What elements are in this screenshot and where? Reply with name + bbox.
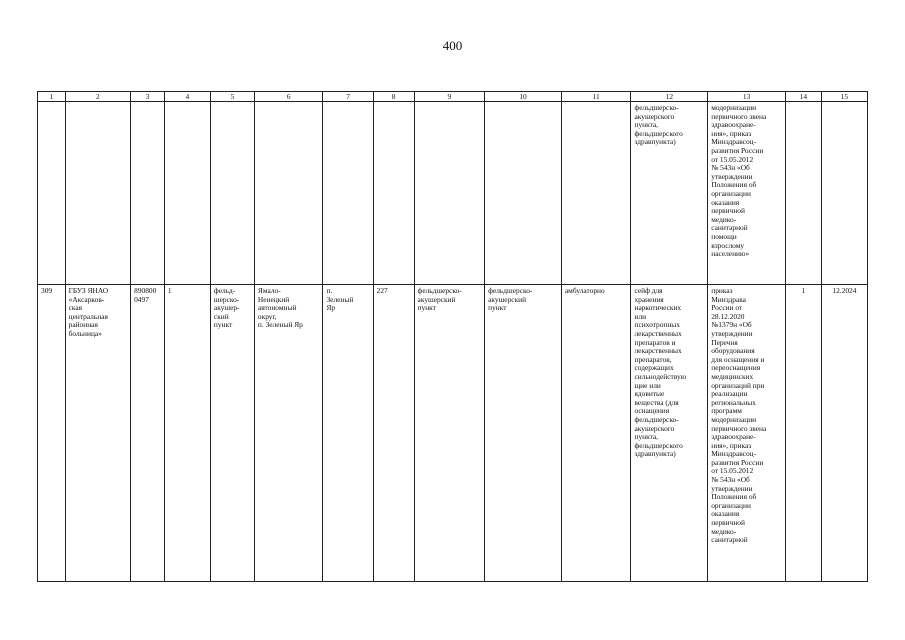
- column-header: 3: [131, 92, 165, 102]
- legal-basis-cell: приказ Минздрава России от 28.12.2020 №1379н «Об утверждении Перечня оборудования для оснащения и переоснащения медицинских организаций при реализации региональных программ модернизации первичного звена здравоохране- ния», приказ Минздравсоц- развития России от 15.05.2012 № 543н «Об утверждении Положения об организации оказания первичной медико- санитарной: [708, 285, 786, 582]
- care-form-cell: амбулаторно: [561, 285, 631, 582]
- column-header: 1: [38, 92, 66, 102]
- column-header: 7: [323, 92, 373, 102]
- table-cell: [164, 102, 210, 285]
- table-cell: [414, 102, 485, 285]
- equipment-cell: фельдшерско- акушерского пункта, фельдшерского здравпункта): [631, 102, 708, 285]
- organization-cell: ГБУЗ ЯНАО «Аксарков- ская центральная районная больница»: [65, 285, 130, 582]
- column-header: 11: [561, 92, 631, 102]
- column-header: 15: [821, 92, 867, 102]
- subdivision-cell: фельдшерско- акушерский пункт: [485, 285, 562, 582]
- table-row-309: [38, 285, 868, 582]
- table-cell: [373, 102, 414, 285]
- unit-type-cell: фельд- шерско- акушер- ский пункт: [210, 285, 254, 582]
- column-header: 10: [485, 92, 562, 102]
- count-cell: 1: [164, 285, 210, 582]
- page-number: 400: [442, 38, 463, 53]
- address-cell: Ямало- Ненецкий автономный округ, п. Зеленый Яр: [254, 285, 323, 582]
- deadline-cell: 12.2024: [821, 285, 867, 582]
- settlement-cell: п. Зеленый Яр: [323, 285, 373, 582]
- column-header: 12: [631, 92, 708, 102]
- column-header: 9: [414, 92, 485, 102]
- table-cell: [210, 102, 254, 285]
- table-cell: [131, 102, 165, 285]
- legal-basis-cell: модернизации первичного звена здравоохране- ния», приказ Минздравсоц- развития России от 15.05.2012 № 543н «Об утверждении Положения об организации оказания первичной медико- санитарной помощи взрослому населению»: [708, 102, 786, 285]
- inn-cell: 890800 0497: [131, 285, 165, 582]
- register-table: [37, 91, 868, 582]
- table-cell: [485, 102, 562, 285]
- quantity-cell: 1: [786, 285, 822, 582]
- column-header: 5: [210, 92, 254, 102]
- column-header: 14: [786, 92, 822, 102]
- table-cell: [38, 102, 66, 285]
- table-cell: [786, 102, 822, 285]
- facility-type-cell: фельдшерско- акушерский пункт: [414, 285, 485, 582]
- table-cell: [65, 102, 130, 285]
- column-header: 2: [65, 92, 130, 102]
- table-row-continuation: [38, 102, 868, 285]
- table-cell: [821, 102, 867, 285]
- column-header: 4: [164, 92, 210, 102]
- row-number-cell: 309: [38, 285, 66, 582]
- table-cell: [561, 102, 631, 285]
- population-cell: 227: [373, 285, 414, 582]
- column-header: 8: [373, 92, 414, 102]
- table-cell: [323, 102, 373, 285]
- table-cell: [254, 102, 323, 285]
- column-header: 6: [254, 92, 323, 102]
- column-header: 13: [708, 92, 786, 102]
- column-number-row: [38, 92, 868, 102]
- equipment-cell: сейф для хранения наркотических или психотропных лекарственных препаратов и лекарственных препаратов, содержащих сильнодействую щие или ядовитые вещества (для оснащения фельдшерско- акушерского пункта, фельдшерского здравпункта): [631, 285, 708, 582]
